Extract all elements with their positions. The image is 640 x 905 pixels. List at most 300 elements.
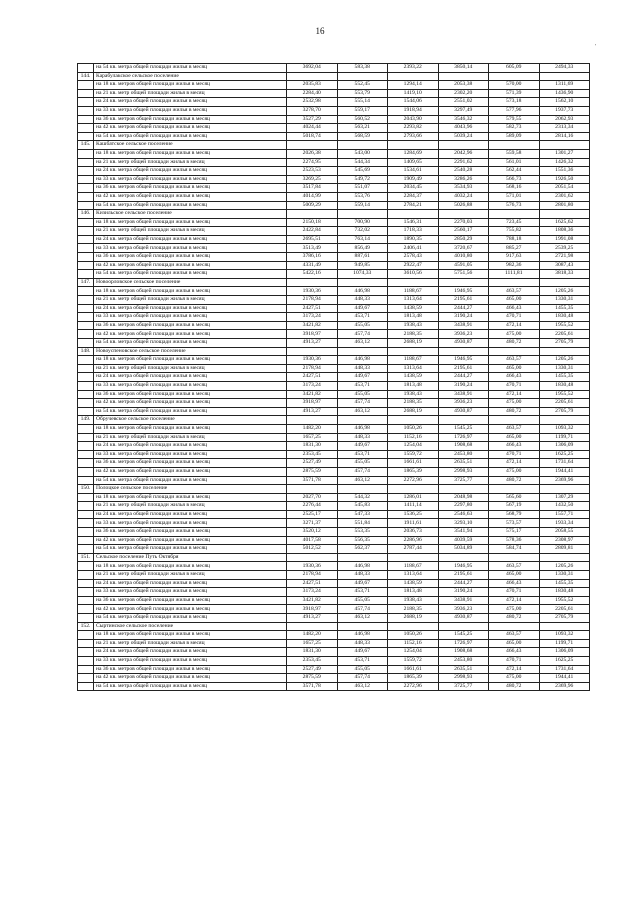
value-cell [388,347,439,356]
value-cell: 2444,27 [438,579,489,588]
value-cell: 1946,95 [438,356,489,365]
value-cell: 475,00 [489,399,540,408]
value-cell: 449,67 [337,648,388,657]
value-cell: 2540,28 [438,167,489,176]
value-cell: 465,00 [489,639,540,648]
value-cell: 887,61 [337,253,388,262]
value-cell: 4043,96 [438,124,489,133]
table-row [78,467,590,476]
section-title: Кашбатское сельское поселение [94,141,287,150]
section-title: Карабулакское сельское поселение [94,72,287,81]
value-cell: 1205,26 [539,287,590,296]
section-row [78,141,590,150]
row-label: на 54 кв. метра общей площади жилья в месяц [94,545,287,554]
row-number [78,192,94,201]
row-label: на 33 кв. метра общей площади жилья в месяц [94,450,287,459]
value-cell: 2353,45 [287,656,338,665]
value-cell [287,72,338,81]
value-cell: 2205,61 [539,399,590,408]
value-cell: 1831,30 [287,442,338,451]
value-cell: 1908,68 [438,648,489,657]
table-row [78,596,590,605]
value-cell: 466,43 [489,304,540,313]
value-cell: 2787,44 [388,545,439,554]
value-cell: 463,12 [337,339,388,348]
value-cell: 453,71 [337,450,388,459]
row-number [78,639,94,648]
value-cell: 2453,80 [438,656,489,665]
value-cell [539,141,590,150]
row-number [78,184,94,193]
tariff-table-body [78,64,590,691]
value-cell: 1455,35 [539,373,590,382]
table-row [78,450,590,459]
row-label: на 21 кв. метр общей площади жилья в месяц [94,433,287,442]
value-cell [438,210,489,219]
value-cell: 2784,21 [388,201,439,210]
section-title: Кизильское сельское поселение [94,210,287,219]
row-number [78,562,94,571]
row-label: на 18 кв. метров общей площади жилья в месяц [94,218,287,227]
value-cell: 2525,17 [287,510,338,519]
value-cell: 463,12 [337,614,388,623]
value-cell: 1311,69 [539,81,590,90]
section-title: Сельское поселение Путь Октября [94,553,287,562]
table-row [78,304,590,313]
value-cell: 576,73 [489,201,540,210]
value-cell: 1205,26 [539,356,590,365]
table-row [78,424,590,433]
value-cell: 4014,99 [287,192,338,201]
value-cell: 2801,80 [539,201,590,210]
value-cell: 2578,43 [388,253,439,262]
value-cell: 1152,16 [388,639,439,648]
value-cell: 555,14 [337,98,388,107]
value-cell: 544,34 [337,158,388,167]
value-cell [489,347,540,356]
value-cell: 561,01 [489,158,540,167]
value-cell: 1726,97 [438,433,489,442]
value-cell [388,416,439,425]
value-cell: 1657,25 [287,433,338,442]
value-cell: 2188,35 [388,330,439,339]
value-cell: 453,71 [337,656,388,665]
value-cell: 2150,18 [287,218,338,227]
value-cell: 448,33 [337,639,388,648]
value-cell [388,622,439,631]
table-row [78,536,590,545]
value-cell: 1955,52 [539,596,590,605]
value-cell: 2560,17 [438,227,489,236]
value-cell [489,210,540,219]
value-cell: 3421,82 [287,596,338,605]
row-number [78,450,94,459]
value-cell: 1050,26 [388,631,439,640]
value-cell: 2034,45 [388,184,439,193]
value-cell: 1050,26 [388,424,439,433]
row-number [78,476,94,485]
value-cell: 446,98 [337,424,388,433]
value-cell: 457,74 [337,674,388,683]
value-cell: 547,33 [337,510,388,519]
value-cell: 4913,27 [287,614,338,623]
table-row [78,588,590,597]
value-cell: 480,72 [489,614,540,623]
table-row [78,665,590,674]
value-cell: 2027,70 [287,493,338,502]
row-number [78,588,94,597]
row-number [78,115,94,124]
value-cell: 2721,98 [539,253,590,262]
value-cell [438,72,489,81]
value-cell [287,485,338,494]
row-number: 152. [78,622,94,631]
value-cell: 1455,35 [539,579,590,588]
row-label: на 24 кв. метра общей площади жилья в месяц [94,235,287,244]
value-cell: 2427,51 [287,304,338,313]
value-cell: 2422,84 [287,227,338,236]
row-number [78,605,94,614]
value-cell [337,485,388,494]
value-cell: 1830,48 [539,588,590,597]
value-cell: 2850,29 [438,235,489,244]
row-label: на 21 кв. метр общей площади жилья в месяц [94,639,287,648]
value-cell: 4010,80 [438,253,489,262]
row-number [78,502,94,511]
row-label: на 54 кв. метра общей площади жилья в месяц [94,270,287,279]
value-cell: 2205,61 [539,605,590,614]
value-cell: 1546,31 [388,218,439,227]
value-cell: 1111,81 [489,270,540,279]
row-label: на 33 кв. метра общей площади жилья в месяц [94,244,287,253]
value-cell: 3438,91 [438,390,489,399]
value-cell: 1559,72 [388,656,439,665]
value-cell: 1313,64 [388,296,439,305]
table-row [78,510,590,519]
value-cell: 472,14 [489,321,540,330]
row-number [78,596,94,605]
value-cell [438,278,489,287]
value-cell: 2695,51 [287,235,338,244]
row-label: на 36 кв. метров общей площади жилья в месяц [94,184,287,193]
table-row [78,493,590,502]
table-row [78,605,590,614]
row-number [78,467,94,476]
value-cell: 472,14 [489,596,540,605]
row-number [78,571,94,580]
table-row [78,364,590,373]
row-number [78,356,94,365]
value-cell: 2998,93 [438,674,489,683]
value-cell: 2188,35 [388,399,439,408]
value-cell: 1313,64 [388,364,439,373]
value-cell [489,553,540,562]
row-number [78,339,94,348]
value-cell: 2286,96 [388,536,439,545]
value-cell: 1557,71 [539,510,590,519]
table-row [78,89,590,98]
table-row [78,674,590,683]
value-cell: 553,79 [337,89,388,98]
row-number: 149. [78,416,94,425]
value-cell: 480,72 [489,407,540,416]
row-label: на 24 кв. метра общей площади жилья в месяц [94,304,287,313]
value-cell: 568,59 [337,132,388,141]
value-cell [337,72,388,81]
value-cell [287,347,338,356]
value-cell: 2188,35 [388,605,439,614]
value-cell: 480,72 [489,682,540,691]
row-number [78,124,94,133]
value-cell: 1284,69 [388,149,439,158]
value-cell: 1307,29 [539,493,590,502]
row-label: на 24 кв. метра общей площади жилья в месяц [94,648,287,657]
value-cell [539,622,590,631]
value-cell: 472,14 [489,390,540,399]
value-cell: 1199,71 [539,433,590,442]
value-cell: 2635,51 [438,459,489,468]
value-cell: 2297,80 [438,502,489,511]
row-label: на 36 кв. метров общей площади жилья в месяц [94,253,287,262]
value-cell: 1294,14 [388,81,439,90]
value-cell: 917,63 [489,253,540,262]
value-cell: 1661,61 [388,459,439,468]
value-cell: 553,35 [337,528,388,537]
value-cell: 2043,90 [388,115,439,124]
row-label: на 36 кв. метров общей площади жилья в месяц [94,321,287,330]
value-cell: 449,67 [337,373,388,382]
value-cell: 1482,20 [287,424,338,433]
value-cell: 551,84 [337,519,388,528]
table-row [78,149,590,158]
row-number [78,296,94,305]
row-number [78,304,94,313]
value-cell: 470,71 [489,588,540,597]
row-label: на 42 кв. метров общей площади жилья в месяц [94,330,287,339]
value-cell: 3517,84 [287,184,338,193]
value-cell: 2635,51 [438,665,489,674]
value-cell: 551,07 [337,184,388,193]
row-label: на 42 кв. метров общей площади жилья в месяц [94,124,287,133]
value-cell: 2532,98 [287,98,338,107]
table-row [78,571,590,580]
value-cell: 2195,61 [438,364,489,373]
value-cell: 2276,44 [287,502,338,511]
value-cell: 1813,48 [388,313,439,322]
table-row [78,562,590,571]
value-cell: 582,73 [489,124,540,133]
value-cell: 475,00 [489,674,540,683]
value-cell: 457,74 [337,605,388,614]
row-number [78,656,94,665]
value-cell: 1955,52 [539,321,590,330]
value-cell [287,416,338,425]
value-cell: 3293,10 [438,519,489,528]
row-number [78,682,94,691]
value-cell: 2313,34 [539,124,590,133]
value-cell: 545,69 [337,167,388,176]
row-label: на 54 кв. метра общей площади жилья в месяц [94,682,287,691]
value-cell: 453,71 [337,313,388,322]
value-cell: 3286,26 [438,175,489,184]
value-cell [539,347,590,356]
value-cell: 1254,04 [388,442,439,451]
value-cell: 1306,09 [539,648,590,657]
value-cell: 1908,68 [438,442,489,451]
row-number [78,614,94,623]
row-label: на 18 кв. метров общей площади жилья в месяц [94,356,287,365]
value-cell: 2369,96 [539,682,590,691]
value-cell: 544,32 [337,493,388,502]
value-cell: 1330,31 [539,296,590,305]
value-cell: 1944,41 [539,674,590,683]
value-cell: 2272,96 [388,682,439,691]
section-row [78,278,590,287]
value-cell: 3173,24 [287,588,338,597]
table-row [78,98,590,107]
value-cell: 2369,96 [539,476,590,485]
value-cell: 2301,62 [539,192,590,201]
value-cell: 982,36 [489,261,540,270]
value-cell: 1944,41 [539,467,590,476]
value-cell: 446,98 [337,287,388,296]
value-cell: 466,43 [489,373,540,382]
value-cell [539,72,590,81]
row-number [78,132,94,141]
row-label: на 54 кв. метра общей площади жилья в месяц [94,339,287,348]
value-cell: 3571,78 [287,476,338,485]
value-cell: 4024,44 [287,124,338,133]
table-row [78,442,590,451]
value-cell: 2178,94 [287,296,338,305]
value-cell: 2527,49 [287,665,338,674]
value-cell: 470,71 [489,313,540,322]
value-cell: 579,55 [489,115,540,124]
value-cell: 1930,36 [287,287,338,296]
row-number [78,399,94,408]
value-cell: 3918,97 [287,605,338,614]
value-cell [539,210,590,219]
value-cell: 2922,47 [388,261,439,270]
value-cell: 4930,87 [438,407,489,416]
table-row [78,656,590,665]
value-cell: 1625,25 [539,450,590,459]
table-row [78,261,590,270]
value-cell [337,141,388,150]
value-cell: 2284,40 [287,89,338,98]
value-cell: 1930,36 [287,562,338,571]
value-cell: 1865,39 [388,674,439,683]
value-cell: 3610,56 [388,270,439,279]
value-cell: 4930,87 [438,339,489,348]
value-cell: 1205,26 [539,562,590,571]
value-cell: 2688,19 [388,407,439,416]
value-cell: 448,33 [337,433,388,442]
row-label: на 33 кв. метра общей площади жилья в месяц [94,656,287,665]
value-cell: 570,00 [489,81,540,90]
value-cell: 470,71 [489,656,540,665]
value-cell: 1625,62 [539,218,590,227]
value-cell: 465,00 [489,433,540,442]
value-cell: 1438,59 [388,304,439,313]
row-number [78,665,94,674]
section-title: Новоуспеновское сельское поселение [94,347,287,356]
value-cell: 1731,64 [539,459,590,468]
value-cell: 1926,50 [539,175,590,184]
value-cell: 1661,61 [388,665,439,674]
value-cell: 2444,27 [438,373,489,382]
value-cell: 577,96 [489,106,540,115]
value-cell: 1559,72 [388,450,439,459]
table-row [78,639,590,648]
value-cell [388,72,439,81]
section-row [78,622,590,631]
value-cell [388,210,439,219]
value-cell: 1551,36 [539,167,590,176]
value-cell: 562,37 [337,545,388,554]
row-label: на 18 кв. метров общей площади жилья в месяц [94,81,287,90]
value-cell: 455,05 [337,459,388,468]
value-cell: 5751,56 [438,270,489,279]
value-cell: 480,72 [489,339,540,348]
value-cell: 1544,06 [388,98,439,107]
table-row [78,270,590,279]
table-row [78,519,590,528]
value-cell: 1536,25 [388,510,439,519]
value-cell: 1938,43 [388,321,439,330]
row-number [78,235,94,244]
value-cell: 449,67 [337,579,388,588]
value-cell: 573,57 [489,519,540,528]
value-cell: 1831,30 [287,648,338,657]
value-cell: 463,57 [489,562,540,571]
value-cell: 1991,08 [539,235,590,244]
value-cell: 2270,03 [438,218,489,227]
value-cell: 1946,95 [438,562,489,571]
section-row [78,553,590,562]
row-label: на 54 кв. метра общей площади жилья в месяц [94,64,287,73]
row-label: на 21 кв. метр общей площади жилья в месяц [94,89,287,98]
value-cell [438,622,489,631]
row-label: на 18 кв. метров общей площади жилья в месяц [94,562,287,571]
value-cell: 466,43 [489,442,540,451]
section-row [78,416,590,425]
value-cell: 559,14 [337,201,388,210]
row-number [78,175,94,184]
table-row [78,244,590,253]
row-number [78,407,94,416]
value-cell: 2178,94 [287,571,338,580]
table-row [78,407,590,416]
value-cell: 3278,70 [287,106,338,115]
value-cell: 3725,77 [438,476,489,485]
value-cell [337,553,388,562]
value-cell: 565,60 [489,493,540,502]
value-cell: 3786,16 [287,253,338,262]
value-cell: 543,00 [337,149,388,158]
value-cell: 5012,52 [287,545,338,554]
table-row [78,235,590,244]
value-cell: 1930,36 [287,356,338,365]
value-cell: 463,57 [489,287,540,296]
value-cell: 2998,93 [438,467,489,476]
value-cell: 1152,16 [388,433,439,442]
value-cell: 2051,54 [539,184,590,193]
value-cell [489,622,540,631]
value-cell: 446,98 [337,631,388,640]
table-row [78,390,590,399]
value-cell: 2035,83 [287,81,338,90]
